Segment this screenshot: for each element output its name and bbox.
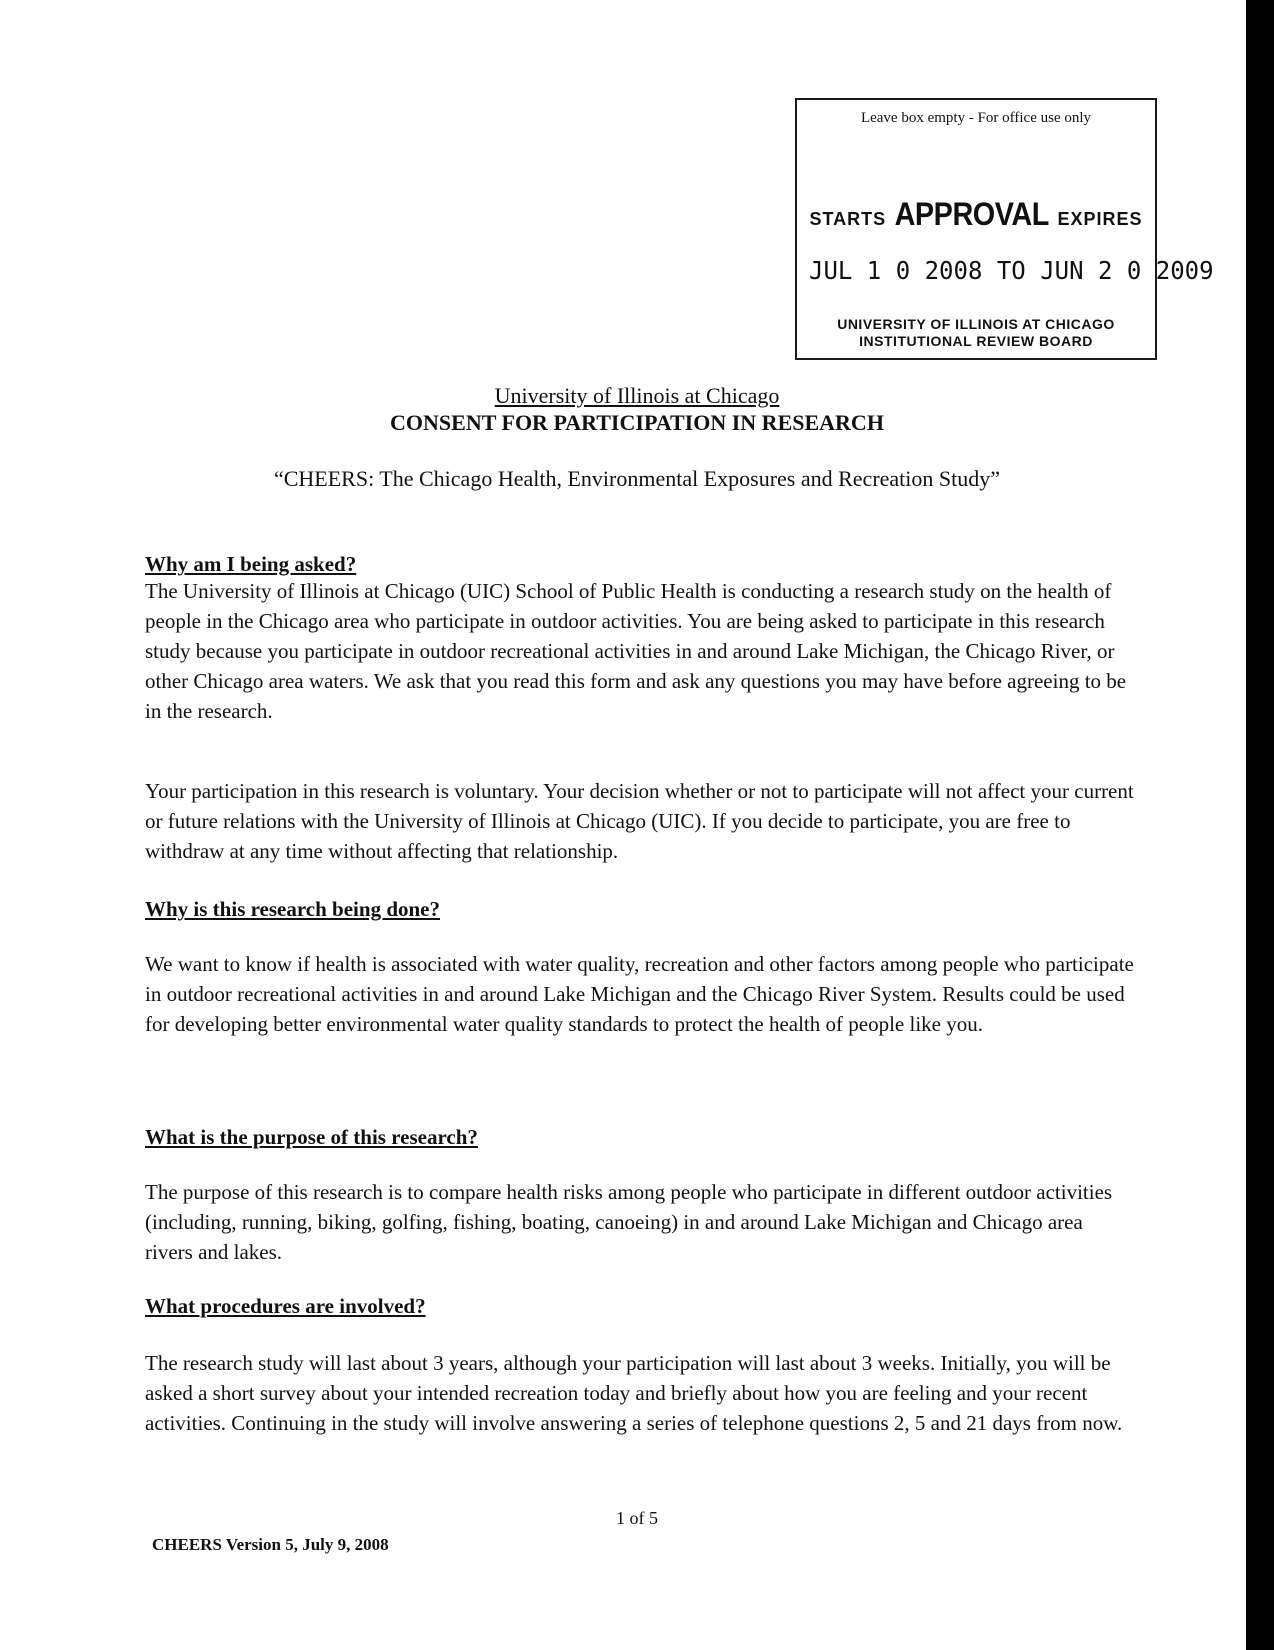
section-heading-why-done: Why is this research being done? xyxy=(145,897,441,921)
section-paragraph: We want to know if health is associated with water quality, recreation and other factors among people who participate in outdoor recreational activities in and around Lake Michigan and the Chicago River System. Results could be used for developing better environmental water quality standards to protect the health of people like you. xyxy=(145,952,1134,1036)
irb-org-line1: UNIVERSITY OF ILLINOIS AT CHICAGO xyxy=(837,316,1115,332)
starts-label: STARTS xyxy=(809,209,887,229)
approval-dates: JUL 1 0 2008 TO JUN 2 0 2009 xyxy=(809,256,1214,285)
document-title: CONSENT FOR PARTICIPATION IN RESEARCH xyxy=(390,410,884,435)
approval-label: APPROVAL xyxy=(894,196,1049,232)
section-paragraph: Your participation in this research is voluntary. Your decision whether or not to participate will not affect your current or future relations with the University of Illinois at Chicago (UIC). If you decide to participate, you are free to withdraw at any time without affecting that relationship. xyxy=(145,779,1134,863)
university-name: University of Illinois at Chicago xyxy=(494,383,780,408)
version-footer: CHEERS Version 5, July 9, 2008 xyxy=(152,1535,389,1554)
section-heading-purpose: What is the purpose of this research? xyxy=(145,1125,478,1149)
section-heading-procedures: What procedures are involved? xyxy=(145,1294,426,1318)
irb-org-line2: INSTITUTIONAL REVIEW BOARD xyxy=(859,333,1093,349)
expires-label: EXPIRES xyxy=(1057,209,1143,229)
approval-heading xyxy=(797,196,1155,233)
section-paragraph: The research study will last about 3 years, although your participation will last about 3 weeks. Initially, you will be asked a short survey about your intended recreation today and briefly about how you are feeling and your recent activities. Continuing in the study will involve answering a series of telephone questions 2, 5 and 21 days from now. xyxy=(145,1351,1123,1435)
section-paragraph: The University of Illinois at Chicago (UIC) School of Public Health is conducting a research study on the health of people in the Chicago area who participate in outdoor activities. You are being asked to participate in this research study because you participate in outdoor recreational activities in and around Lake Michigan, the Chicago River, or other Chicago area waters. We ask that you read this form and ask any questions you may have before agreeing to be in the research. xyxy=(145,579,1127,723)
office-use-note: Leave box empty - For office use only xyxy=(860,110,1092,126)
irb-organization xyxy=(797,316,1155,350)
study-title: “CHEERS: The Chicago Health, Environmental Exposures and Recreation Study” xyxy=(273,466,1001,491)
section-heading-why-asked: Why am I being asked? xyxy=(145,552,357,576)
irb-approval-stamp xyxy=(795,98,1214,360)
scan-edge-bar xyxy=(1246,0,1274,1650)
page-number: 1 of 5 xyxy=(616,1508,658,1528)
section-paragraph: The purpose of this research is to compare health risks among people who participate in different outdoor activities (including, running, biking, golfing, fishing, boating, canoeing) in and around Lake Michigan and Chicago area rivers and lakes. xyxy=(145,1180,1113,1264)
